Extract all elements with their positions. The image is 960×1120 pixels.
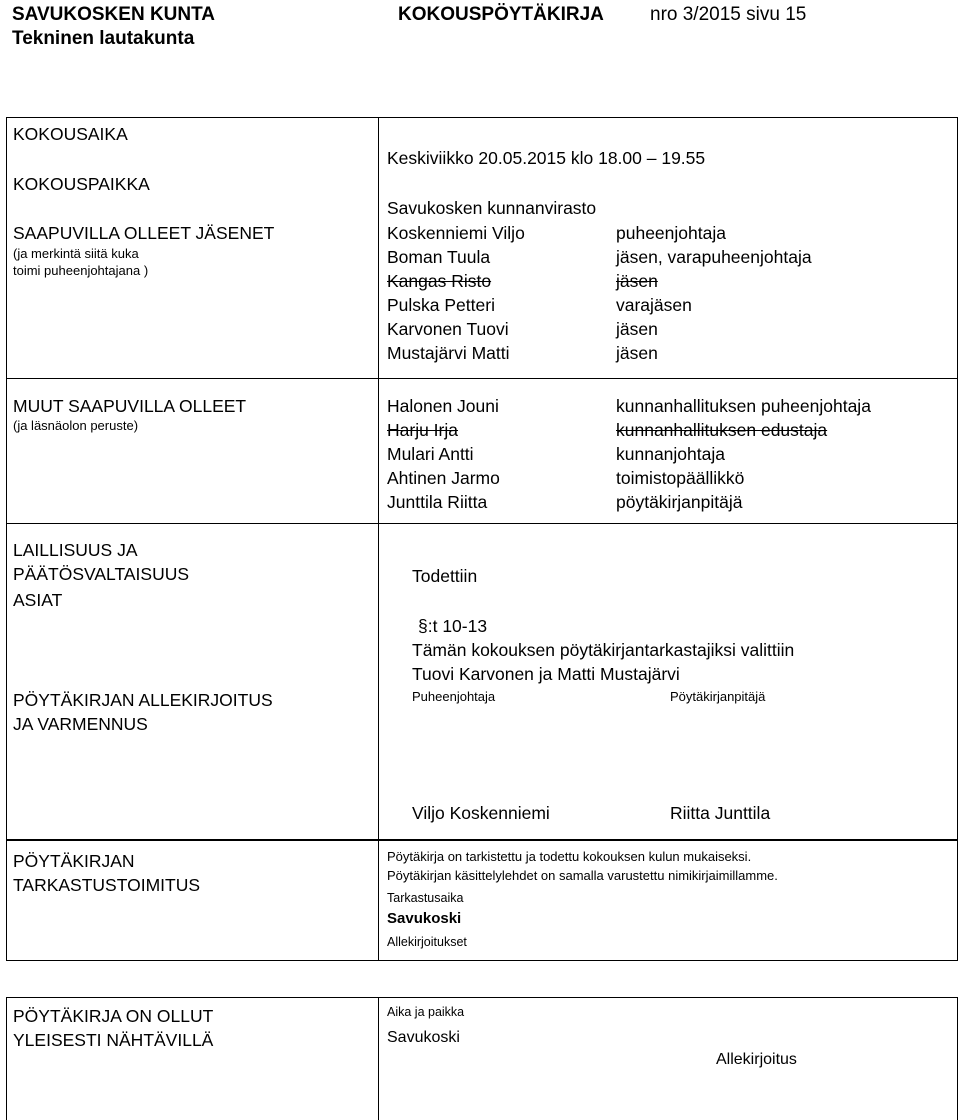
reviewers-line: Tuovi Karvonen ja Matti Mustajärvi xyxy=(412,664,680,684)
member-name-struck: Kangas Risto xyxy=(387,271,492,291)
review-place: Savukoski xyxy=(387,910,462,927)
review-statement: Pöytäkirjan käsittelylehdet on samalla varustettu nimikirjaimillamme. xyxy=(387,868,778,883)
display-label: YLEISESTI NÄHTÄVILLÄ xyxy=(13,1030,214,1050)
reviewers-line: Tämän kokouksen pöytäkirjantarkastajiksi valittiin xyxy=(412,640,795,660)
review-signatures-label: Allekirjoitukset xyxy=(387,935,467,949)
members-note: (ja merkintä siitä kuka xyxy=(13,246,139,261)
chair-name: Viljo Koskenniemi xyxy=(412,803,550,823)
member-name: Karvonen Tuovi xyxy=(387,319,509,339)
member-name: Mustajärvi Matti xyxy=(387,343,510,363)
committee-name: Tekninen lautakunta xyxy=(12,28,195,49)
attendee-name: Halonen Jouni xyxy=(387,396,499,416)
meeting-place-label: KOKOUSPAIKKA xyxy=(13,174,150,194)
row-divider xyxy=(6,378,958,379)
attendee-name: Ahtinen Jarmo xyxy=(387,468,500,488)
display-place: Savukoski xyxy=(387,1029,460,1046)
member-role: jäsen, varapuheenjohtaja xyxy=(616,247,812,267)
row-divider xyxy=(6,523,958,524)
members-label: SAAPUVILLA OLLEET JÄSENET xyxy=(13,223,275,243)
meeting-place-value: Savukosken kunnanvirasto xyxy=(387,198,597,218)
member-name: Koskenniemi Viljo xyxy=(387,223,525,243)
municipality-name: SAVUKOSKEN KUNTA xyxy=(12,4,216,25)
review-statement: Pöytäkirja on tarkistettu ja todettu kokouksen kulun mukaiseksi. xyxy=(387,849,752,864)
review-label: TARKASTUSTOIMITUS xyxy=(13,875,201,895)
member-role-struck: jäsen xyxy=(616,271,658,291)
member-role: jäsen xyxy=(616,343,658,363)
attendee-name: Mulari Antti xyxy=(387,444,474,464)
chair-title: Puheenjohtaja xyxy=(412,689,496,704)
signing-label: PÖYTÄKIRJAN ALLEKIRJOITUS xyxy=(13,690,273,710)
member-name: Boman Tuula xyxy=(387,247,491,267)
attendee-role: kunnanjohtaja xyxy=(616,444,725,464)
attendee-role: kunnanhallituksen puheenjohtaja xyxy=(616,396,871,416)
document-type: KOKOUSPÖYTÄKIRJA xyxy=(398,4,604,25)
attendee-role: toimistopäällikkö xyxy=(616,468,745,488)
display-label: PÖYTÄKIRJA ON OLLUT xyxy=(13,1006,214,1026)
meeting-time-value: Keskiviikko 20.05.2015 klo 18.00 – 19.55 xyxy=(387,148,706,168)
matters-value: §:t 10-13 xyxy=(418,616,488,636)
others-label: MUUT SAAPUVILLA OLLEET xyxy=(13,396,247,416)
review-label: PÖYTÄKIRJAN xyxy=(13,851,135,871)
meeting-time-label: KOKOUSAIKA xyxy=(13,124,128,144)
secretary-name: Riitta Junttila xyxy=(670,803,771,823)
column-divider xyxy=(378,840,379,961)
legality-label: LAILLISUUS JA xyxy=(13,540,138,560)
member-role: puheenjohtaja xyxy=(616,223,726,243)
attendee-name-struck: Harju Irja xyxy=(387,420,458,440)
legality-label: PÄÄTÖSVALTAISUUS xyxy=(13,564,190,584)
display-signature-label: Allekirjoitus xyxy=(716,1051,797,1068)
attendee-name: Junttila Riitta xyxy=(387,492,488,512)
member-name: Pulska Petteri xyxy=(387,295,495,315)
secretary-title: Pöytäkirjanpitäjä xyxy=(670,689,766,704)
attendee-role-struck: kunnanhallituksen edustaja xyxy=(616,420,828,440)
members-note: toimi puheenjohtajana ) xyxy=(13,263,149,278)
column-divider xyxy=(378,997,379,1120)
display-time-place-label: Aika ja paikka xyxy=(387,1005,465,1019)
document-number-page: nro 3/2015 sivu 15 xyxy=(650,4,807,25)
review-time-label: Tarkastusaika xyxy=(387,891,464,905)
column-divider xyxy=(378,117,379,840)
member-role: varajäsen xyxy=(616,295,692,315)
member-role: jäsen xyxy=(616,319,658,339)
matters-label: ASIAT xyxy=(13,590,63,610)
signing-label: JA VARMENNUS xyxy=(13,714,148,734)
attendee-role: pöytäkirjanpitäjä xyxy=(616,492,743,512)
legality-value: Todettiin xyxy=(412,566,478,586)
others-note: (ja läsnäolon peruste) xyxy=(13,418,139,433)
